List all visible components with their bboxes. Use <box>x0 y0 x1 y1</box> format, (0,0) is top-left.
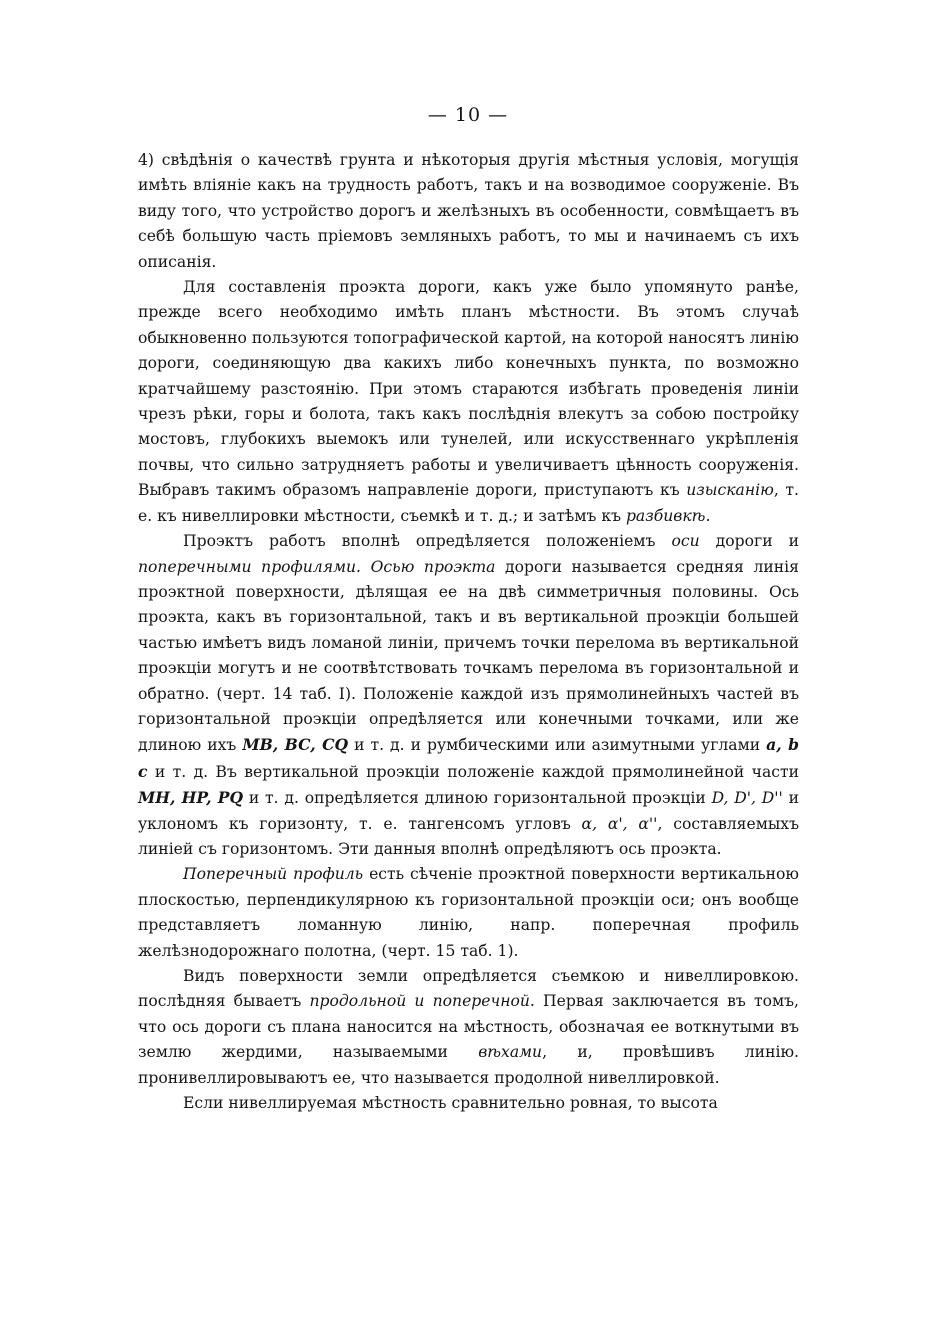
paragraph <box>138 862 799 964</box>
math-symbols: D, D', D'' <box>711 789 783 808</box>
text-segment: и т. д. Въ вертикальной проэкціи положеніе каждой прямолинейной части <box>147 762 799 781</box>
paragraph <box>138 148 799 275</box>
math-symbols: MH, HP, PQ <box>138 788 244 808</box>
italic-term: продольной и поперечной <box>309 992 530 1011</box>
text-segment: , составляемыхъ линіей съ горизонтомъ. Эти данныя вполнѣ опредѣляютъ ось проэкта. <box>138 814 800 858</box>
italic-term: поперечными профилями. Осью проэкта <box>138 557 496 576</box>
italic-term: оси <box>671 532 700 551</box>
text-segment: , т. е. къ нивеллировки мѣстности, съемкѣ и т. д.; и затѣмъ къ <box>138 481 799 525</box>
italic-term: изысканію <box>686 481 774 500</box>
page-number: — 10 — <box>427 104 509 126</box>
math-symbols: α, α', α'' <box>581 814 658 833</box>
text-segment: 4) свѣдѣнія о качествѣ грунта и нѣкоторыя другія мѣстныя условія, могущія имѣть вліяніе какъ на трудность работъ, такъ и на возводимое сооруженіе. Въ виду того, что устройство дорогъ и желѣзныхъ въ особенности, совмѣщаетъ въ себѣ большую часть пріемовъ земляныхъ работъ, то мы и начинаемъ съ ихъ описанія. <box>138 151 799 271</box>
text-segment: Если нивеллируемая мѣстность сравнительно ровная, то высота <box>183 1094 718 1113</box>
body-text <box>138 148 799 1116</box>
paragraph <box>138 1091 799 1116</box>
text-segment: , и, провѣшивъ линію. пронивеллировываютъ ее, что называется продолной нивеллировкой. <box>138 1043 799 1087</box>
math-symbols: a, b c <box>138 735 799 781</box>
text-segment: есть сѣченіе проэктной поверхности вертикальною плоскостью, перпендикулярною къ горизонтальной проэкціи оси; онъ вообще представляетъ ломанную линію, напр. поперечная профиль желѣзнодорожнаго полотна, (черт. 15 таб. 1). <box>138 865 799 960</box>
text-segment: . Первая заключается въ томъ, что ось дороги съ плана наносится на мѣстность, обозначая ее воткнутыми въ землю жердими, называемыми <box>138 992 799 1062</box>
text-segment: и т. д. и румбическими или азимутными углами <box>348 736 767 755</box>
italic-term: разбивкѣ. <box>625 506 711 525</box>
text-segment: Видъ поверхности земли опредѣляется съемкою и нивеллировкою. послѣдняя бываетъ <box>138 967 799 1011</box>
italic-term: Поперечный профиль <box>183 865 364 884</box>
paragraph <box>138 964 799 1091</box>
italic-term: вѣхами <box>478 1043 543 1062</box>
text-segment: и уклономъ къ горизонту, т. е. тангенсомъ угловъ <box>138 789 800 833</box>
paragraph <box>138 275 799 529</box>
text-segment: Для составленія проэкта дороги, какъ уже было упомянуто ранѣе, прежде всего необходимо имѣть планъ мѣстности. Въ этомъ случаѣ обыкновенно пользуются топографической картой, на которой наносятъ линію дороги, соединяющую два какихъ либо конечныхъ пункта, по возможно кратчайшему разстоянію. При этомъ стараются избѣгать проведенія линіи чрезъ рѣки, горы и болота, такъ какъ послѣднія влекутъ за собою постройку мостовъ, глубокихъ выемокъ или тунелей, или искусственнаго укрѣпленія почвы, что сильно затрудняетъ работы и увеличиваетъ цѣнность сооруженія. Выбравъ такимъ образомъ направленіе дороги, приступаютъ къ <box>138 278 799 500</box>
text-segment: и т. д. опредѣляется длиною горизонтальной проэкціи <box>243 789 712 808</box>
text-segment: Проэктъ работъ вполнѣ опредѣляется положеніемъ <box>183 532 672 551</box>
text-segment: дороги и <box>699 532 800 551</box>
paragraph <box>138 529 799 862</box>
text-segment: дороги называется средняя линія проэктной поверхности, дѣлящая ее на двѣ симметричныя половины. Ось проэкта, какъ въ горизонтальной, такъ и въ вертикальной проэкціи большей частью имѣетъ видъ ломаной линіи, причемъ точки перелома въ вертикальной проэкціи могутъ и не соотвѣтствовать точкамъ перелома въ горизонтальной и обратно. (черт. 14 таб. I). Положеніе каждой изъ прямолинейныхъ частей въ горизонтальной проэкціи опредѣляется или конечными точками, или же длиною ихъ <box>138 557 799 755</box>
math-symbols: MB, BC, CQ <box>242 735 349 755</box>
